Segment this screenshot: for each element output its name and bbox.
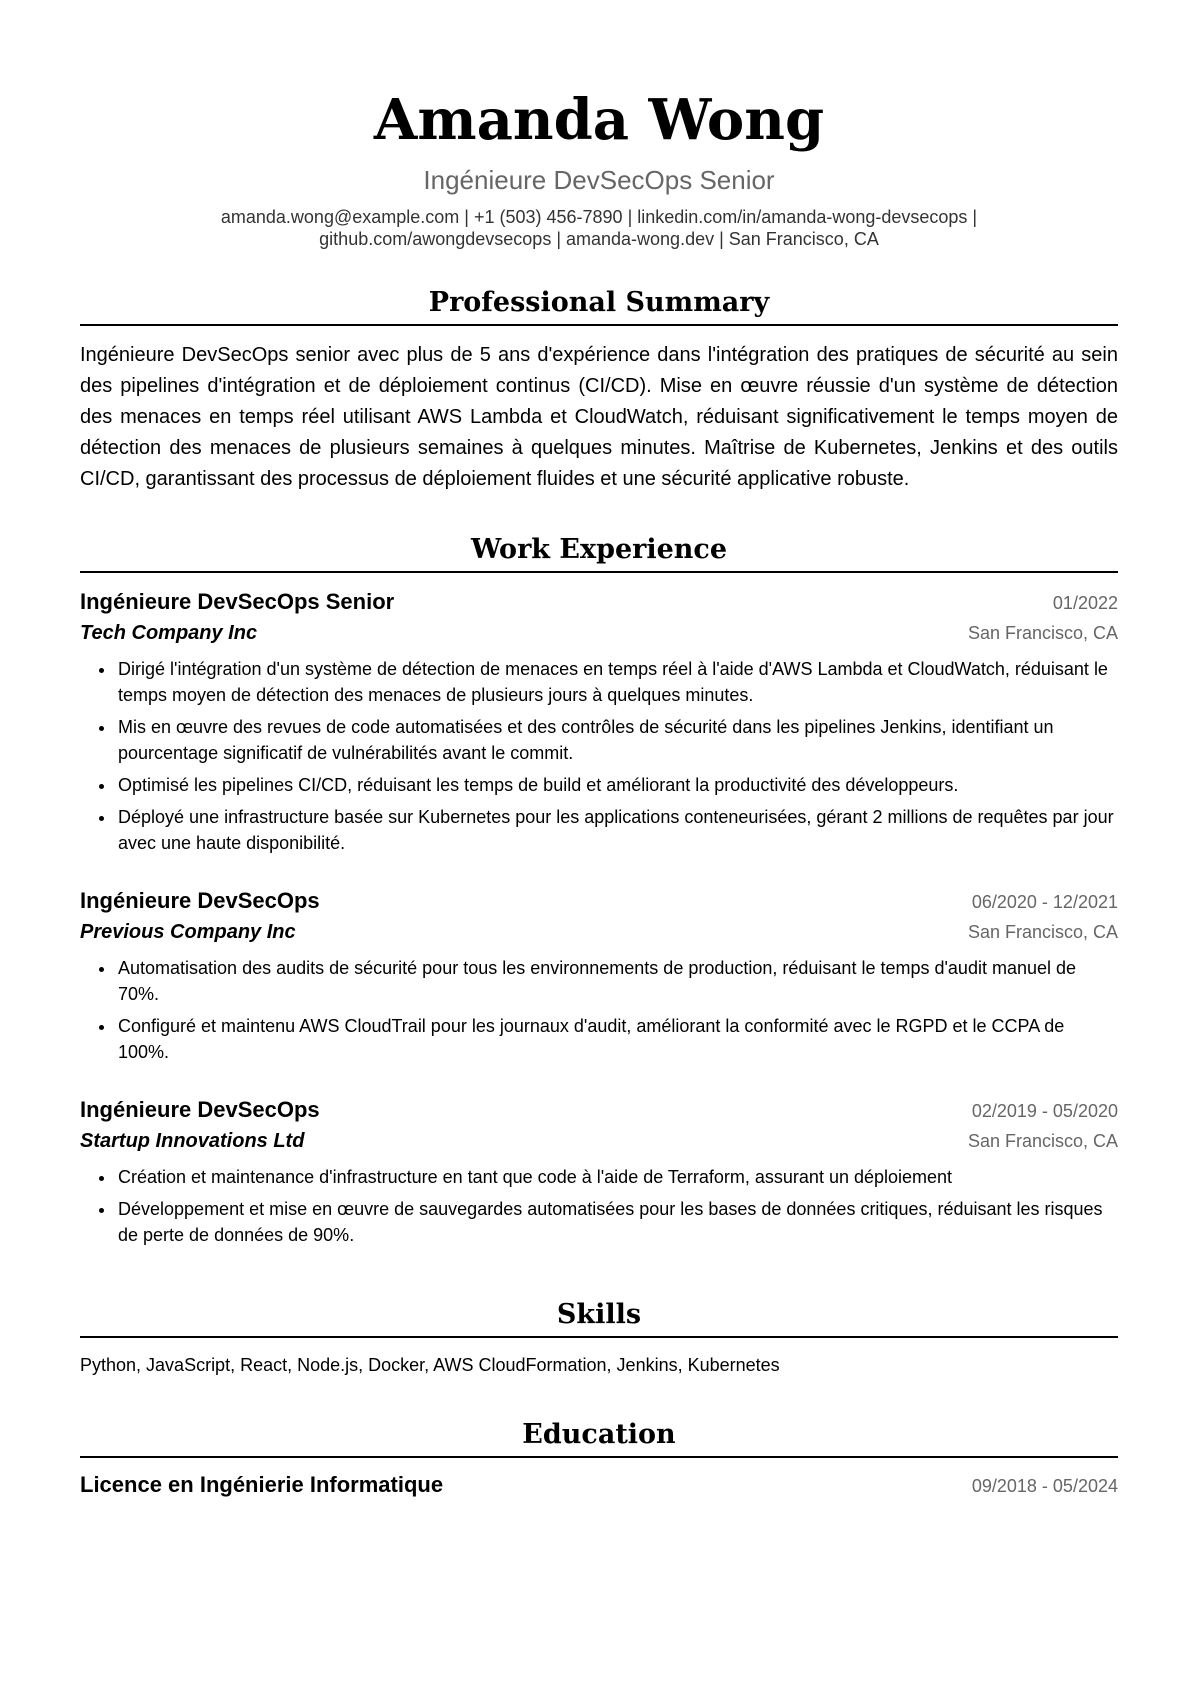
job-bullets [80,955,1118,1065]
job-company: Tech Company Inc [80,622,258,644]
resume-page [80,0,1118,1501]
education-date: 09/2018 - 05/2024 [971,1476,1118,1496]
job-entry [80,587,1118,856]
job-bullets [80,656,1118,856]
job-entry [80,886,1118,1065]
job-date: 01/2022 [1052,593,1118,613]
bullet-item: • Mis en œuvre des revues de code automatisées et des contrôles de sécurité dans les pipelines Jenkins, identifiant un pourcentage significatif de vulnérabilités avant le commit. [116,714,1118,766]
job-entry [80,1095,1118,1248]
education-section [80,1418,1118,1501]
degree-title: Licence en Ingénierie Informatique [80,1472,444,1497]
summary-text: Ingénieure DevSecOps senior avec plus de 5 ans d'expérience dans l'intégration des pratiques de sécurité au sein des pipelines d'intégration et de déploiement continus (CI/CD). Mise en œuvre réussie d'un système de détection des menaces en temps réel utilisant AWS Lambda et CloudWatch, réduisant significativement le temps moyen de détection des menaces de plusieurs semaines à quelques minutes. Maîtrise de Kubernetes, Jenkins et des outils CI/CD, garantissant des processus de déploiement fluides et une sécurité applicative robuste. [80,344,1118,490]
candidate-title: Ingénieure DevSecOps Senior [423,165,775,195]
job-location: San Francisco, CA [967,623,1118,643]
contact-line-2: github.com/awongdevsecops | amanda-wong.dev | San Francisco, CA [319,229,879,249]
bullet-item: • Optimisé les pipelines CI/CD, réduisant les temps de build et améliorant la productivité des développeurs. [116,772,1118,798]
job-company: Previous Company Inc [80,921,296,943]
job-location: San Francisco, CA [967,1131,1118,1151]
bullet-item: • Création et maintenance d'infrastructure en tant que code à l'aide de Terraform, assurant un déploiement [116,1164,1118,1190]
contact-info [80,206,1118,250]
skills-section [80,1298,1118,1378]
job-bullets [80,1164,1118,1248]
contact-line-1: amanda.wong@example.com | +1 (503) 456-7890 | linkedin.com/in/amanda-wong-devsecops | [220,207,978,227]
summary-heading: Professional Summary [80,286,1118,326]
job-title: Ingénieure DevSecOps Senior [80,589,395,614]
experience-section [80,533,1118,1248]
skills-list: Python, JavaScript, React, Node.js, Docker, AWS CloudFormation, Jenkins, Kubernetes [80,1355,780,1375]
resume-header [80,88,1118,250]
education-heading: Education [80,1418,1118,1458]
bullet-item: • Dirigé l'intégration d'un système de détection de menaces en temps réel à l'aide d'AWS Lambda et CloudWatch, réduisant le temps moyen de détection des menaces de plusieurs jours à quelques minutes. [116,656,1118,708]
bullet-item: • Configuré et maintenu AWS CloudTrail pour les journaux d'audit, améliorant la conformité avec le RGPD et le CCPA de 100%. [116,1013,1118,1065]
job-company: Startup Innovations Ltd [80,1130,305,1152]
bullet-item: • Déployé une infrastructure basée sur Kubernetes pour les applications conteneurisées, gérant 2 millions de requêtes par jour avec une haute disponibilité. [116,804,1118,856]
job-title: Ingénieure DevSecOps [80,1097,320,1122]
bullet-item: • Automatisation des audits de sécurité pour tous les environnements de production, réduisant le temps d'audit manuel de 70%. [116,955,1118,1007]
candidate-name: Amanda Wong [373,87,825,153]
job-date: 02/2019 - 05/2020 [971,1101,1118,1121]
bullet-item: • Développement et mise en œuvre de sauvegardes automatisées pour les bases de données critiques, réduisant les risques de perte de données de 90%. [116,1196,1118,1248]
job-location: San Francisco, CA [967,922,1118,942]
summary-section [80,286,1118,495]
experience-heading: Work Experience [80,533,1118,573]
job-title: Ingénieure DevSecOps [80,888,320,913]
skills-heading: Skills [80,1298,1118,1338]
job-date: 06/2020 - 12/2021 [971,892,1118,912]
